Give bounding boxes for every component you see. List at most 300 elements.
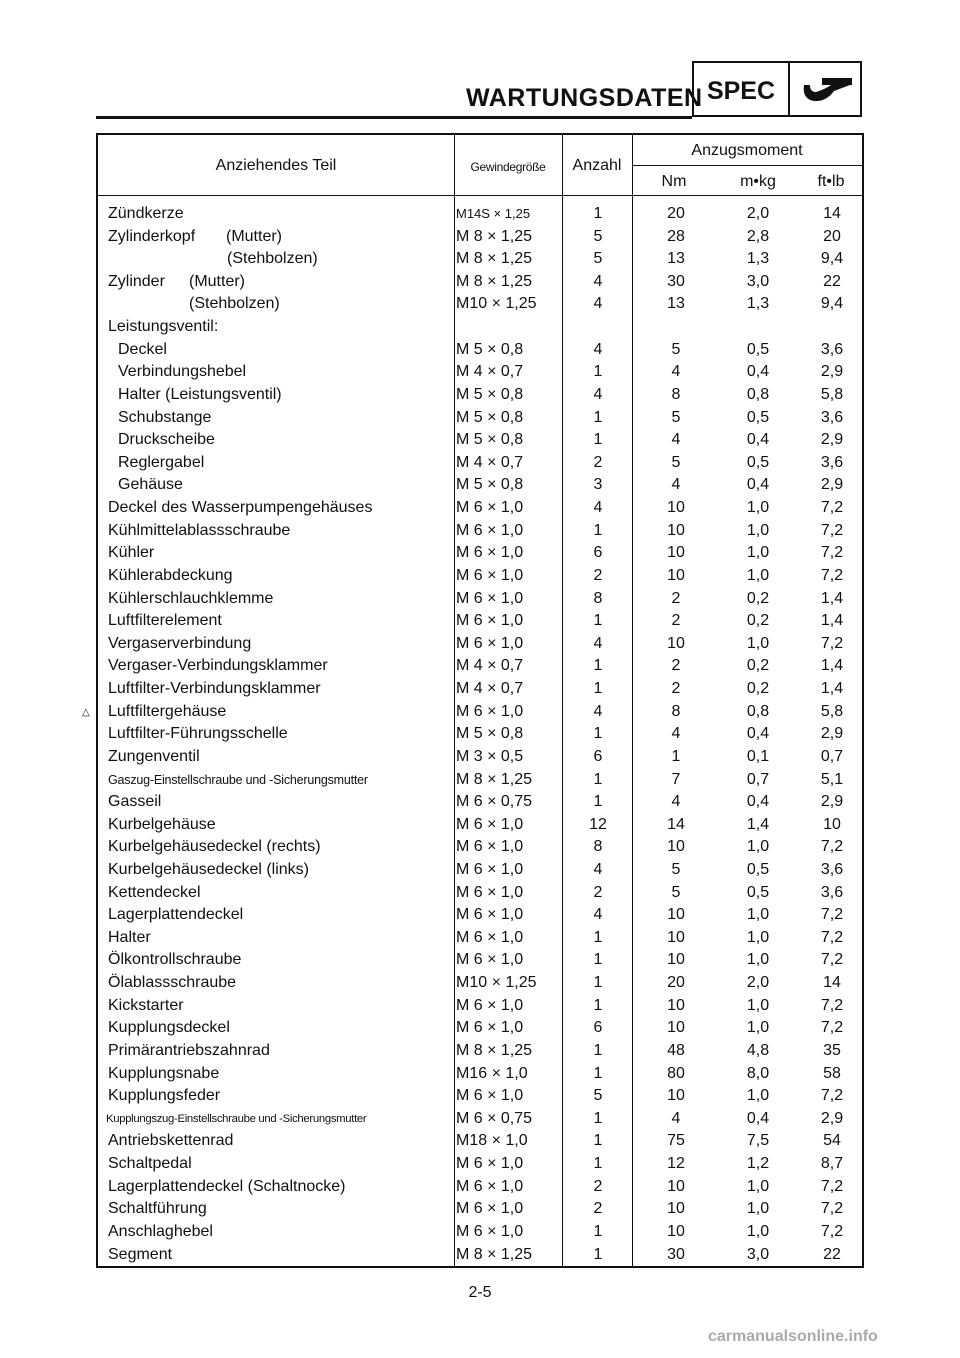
cell-mkg: 1,0 <box>746 996 770 1014</box>
cell-mkg: 1,0 <box>746 1019 770 1037</box>
cell-part: Kickstarter <box>108 996 184 1014</box>
cell-part: Verbindungshebel <box>118 363 247 381</box>
cell-qty: 1 <box>593 1222 603 1240</box>
cell-nm: 4 <box>671 793 681 811</box>
cell-ftlb: 7,2 <box>820 544 844 562</box>
cell-qty: 4 <box>593 499 603 517</box>
cell-nm: 1 <box>671 747 681 765</box>
table-row <box>98 271 862 294</box>
cell-thread: M 6 × 1,0 <box>456 1177 524 1195</box>
cell-ftlb: 7,2 <box>820 1087 844 1105</box>
cell-qty: 8 <box>593 589 603 607</box>
cell-qty: 2 <box>593 1177 603 1195</box>
cell-mkg: 1,4 <box>746 815 770 833</box>
table-row <box>98 384 862 407</box>
cell-thread: M 5 × 0,8 <box>456 725 524 743</box>
cell-qty: 1 <box>593 951 603 969</box>
cell-mkg: 0,5 <box>746 408 770 426</box>
cell-part: Gasseil <box>108 793 162 811</box>
cell-ftlb: 7,2 <box>820 521 844 539</box>
cell-part: Kühler <box>108 544 155 562</box>
table-row <box>98 972 862 995</box>
table-row <box>98 655 862 678</box>
table-row <box>98 701 862 724</box>
cell-qty: 6 <box>593 544 603 562</box>
cell-nm: 4 <box>671 1109 681 1127</box>
table-row <box>98 1108 862 1131</box>
cell-mkg: 0,1 <box>746 747 770 765</box>
page-title: WARTUNGSDATEN <box>466 84 703 112</box>
table-row <box>98 1017 862 1040</box>
cell-mkg: 3,0 <box>746 272 770 290</box>
header-mkg: m•kg <box>740 173 776 190</box>
table-row <box>98 610 862 633</box>
table-row <box>98 904 862 927</box>
cell-qty: 1 <box>593 1245 603 1263</box>
cell-thread: M 8 × 1,25 <box>456 250 533 268</box>
cell-part: Deckel des Wasserpumpengehäuses <box>108 499 373 517</box>
table-row <box>98 1198 862 1221</box>
change-marker: △ <box>82 707 90 718</box>
cell-thread: M 6 × 1,0 <box>456 702 524 720</box>
cell-thread: M 6 × 1,0 <box>456 1222 524 1240</box>
cell-thread: M 5 × 0,8 <box>456 408 524 426</box>
cell-thread: M16 × 1,0 <box>456 1064 528 1082</box>
cell-qty: 1 <box>593 996 603 1014</box>
cell-thread: M 6 × 1,0 <box>456 544 524 562</box>
header-part: Anziehendes Teil <box>215 157 337 174</box>
table-row <box>98 226 862 249</box>
table-row <box>98 1040 862 1063</box>
header-nm: Nm <box>661 173 687 190</box>
cell-nm: 4 <box>671 431 681 449</box>
cell-ftlb: 54 <box>823 1132 841 1150</box>
cell-part: Kupplungsdeckel <box>108 1019 230 1037</box>
cell-part: Kühlerabdeckung <box>108 566 233 584</box>
table-row <box>98 497 862 520</box>
cell-mkg: 4,8 <box>746 1041 770 1059</box>
cell-ftlb: 7,2 <box>820 838 844 856</box>
table-row <box>98 769 862 792</box>
cell-ftlb: 7,2 <box>820 951 844 969</box>
cell-thread: M 6 × 1,0 <box>456 1200 524 1218</box>
cell-part: Lagerplattendeckel (Schaltnocke) <box>108 1177 346 1195</box>
cell-thread: M 6 × 1,0 <box>456 521 524 539</box>
cell-ftlb: 7,2 <box>820 634 844 652</box>
cell-qty: 1 <box>593 928 603 946</box>
cell-nm: 30 <box>667 272 685 290</box>
cell-nm: 4 <box>671 725 681 743</box>
cell-ftlb: 22 <box>823 1245 841 1263</box>
cell-nm: 10 <box>667 928 685 946</box>
cell-thread: M14S × 1,25 <box>456 206 531 221</box>
cell-mkg: 0,4 <box>746 1109 770 1127</box>
cell-nm: 20 <box>667 974 685 992</box>
cell-qty: 8 <box>593 838 603 856</box>
cell-mkg: 1,0 <box>746 544 770 562</box>
cell-part: Zungenventil <box>108 747 200 765</box>
cell-nm: 13 <box>667 295 685 313</box>
table-row <box>98 361 862 384</box>
cell-part: Reglergabel <box>118 453 205 471</box>
cell-nm: 10 <box>667 906 685 924</box>
cell-part: Anschlaghebel <box>108 1222 213 1240</box>
cell-nm: 10 <box>667 1200 685 1218</box>
cell-thread: M 4 × 0,7 <box>456 453 524 471</box>
cell-qty: 2 <box>593 453 603 471</box>
cell-mkg: 2,0 <box>746 974 770 992</box>
cell-nm: 7 <box>671 770 681 788</box>
cell-mkg: 0,8 <box>746 702 770 720</box>
table-row <box>98 474 862 497</box>
cell-mkg: 1,0 <box>746 1200 770 1218</box>
table-row <box>98 882 862 905</box>
cell-thread: M 3 × 0,5 <box>456 747 524 765</box>
cell-part: Antriebskettenrad <box>108 1132 234 1150</box>
cell-nm: 10 <box>667 1019 685 1037</box>
cell-mkg: 1,0 <box>746 634 770 652</box>
cell-nm: 5 <box>671 860 681 878</box>
cell-ftlb: 14 <box>823 205 841 222</box>
cell-mkg: 0,5 <box>746 860 770 878</box>
table-row <box>98 814 862 837</box>
cell-nm: 80 <box>667 1064 685 1082</box>
cell-ftlb: 8,7 <box>820 1155 844 1173</box>
cell-mkg: 0,7 <box>746 770 770 788</box>
table-row <box>98 746 862 769</box>
cell-qty: 1 <box>593 1041 603 1059</box>
cell-mkg: 0,4 <box>746 476 770 494</box>
cell-part: Gehäuse <box>118 476 183 494</box>
table-row <box>98 836 862 859</box>
cell-mkg: 0,4 <box>746 725 770 743</box>
cell-thread: M10 × 1,25 <box>456 974 537 992</box>
header-thread: Gewindegröße <box>470 160 546 174</box>
cell-nm: 10 <box>667 521 685 539</box>
cell-thread: M 6 × 1,0 <box>456 883 524 901</box>
cell-ftlb: 7,2 <box>820 1222 844 1240</box>
cell-ftlb: 35 <box>823 1041 841 1059</box>
cell-qty: 4 <box>593 634 603 652</box>
cell-mkg: 0,4 <box>746 793 770 811</box>
cell-thread: M 4 × 0,7 <box>456 680 524 698</box>
cell-qty: 1 <box>593 363 603 381</box>
table-row <box>98 588 862 611</box>
table-row <box>98 1176 862 1199</box>
table-row <box>98 293 862 316</box>
cell-ftlb: 2,9 <box>820 476 844 494</box>
cell-thread: M 8 × 1,25 <box>456 272 533 290</box>
table-row <box>98 633 862 656</box>
cell-part: Kühlerschlauchklemme <box>108 589 274 607</box>
cell-nm: 48 <box>667 1041 685 1059</box>
cell-part: Luftfilterelement <box>108 612 222 630</box>
cell-part: Ölablassschraube <box>108 974 237 992</box>
cell-mkg: 0,2 <box>746 680 770 698</box>
cell-part: Ölkontrollschraube <box>108 951 242 969</box>
cell-qty: 1 <box>593 725 603 743</box>
cell-mkg: 1,3 <box>746 250 770 268</box>
cell-ftlb: 2,9 <box>820 1109 844 1127</box>
cell-nm: 12 <box>667 1155 685 1173</box>
cell-qty: 1 <box>593 431 603 449</box>
cell-ftlb: 7,2 <box>820 499 844 517</box>
cell-ftlb: 7,2 <box>820 566 844 584</box>
cell-nm: 14 <box>667 815 685 833</box>
cell-qty: 5 <box>593 227 603 245</box>
cell-thread: M 6 × 1,0 <box>456 906 524 924</box>
cell-nm: 2 <box>671 680 681 698</box>
cell-ftlb: 5,8 <box>820 702 844 720</box>
table-row <box>98 316 862 339</box>
cell-ftlb: 7,2 <box>820 1019 844 1037</box>
cell-qty: 6 <box>593 1019 603 1037</box>
cell-nm: 10 <box>667 544 685 562</box>
cell-ftlb: 2,9 <box>820 725 844 743</box>
table-row <box>98 949 862 972</box>
table-row <box>98 723 862 746</box>
cell-thread: M 6 × 0,75 <box>456 1109 533 1127</box>
cell-nm: 10 <box>667 1177 685 1195</box>
cell-thread: M 6 × 1,0 <box>456 499 524 517</box>
cell-thread: M 6 × 1,0 <box>456 1155 524 1173</box>
cell-thread: M 6 × 1,0 <box>456 1087 524 1105</box>
table-row <box>98 678 862 701</box>
cell-ftlb: 1,4 <box>820 657 844 675</box>
cell-ftlb: 5,1 <box>820 770 844 788</box>
cell-nm: 2 <box>671 589 681 607</box>
cell-qty: 4 <box>593 340 603 358</box>
cell-ftlb: 0,7 <box>820 747 844 765</box>
cell-thread: M 6 × 1,0 <box>456 634 524 652</box>
cell-part: Zylinder <box>108 272 165 290</box>
cell-ftlb: 3,6 <box>820 340 844 358</box>
cell-part: Zylinderkopf <box>108 227 196 245</box>
cell-qty: 5 <box>593 250 603 268</box>
cell-mkg: 1,0 <box>746 521 770 539</box>
cell-part: Kupplungszug-Einstellschraube und -Sicherungsmutter <box>106 1112 367 1125</box>
cell-thread: M 6 × 1,0 <box>456 589 524 607</box>
table-row <box>98 1244 862 1267</box>
header-ftlb: ft•lb <box>817 173 845 190</box>
cell-mkg: 0,4 <box>746 363 770 381</box>
cell-thread: M 6 × 1,0 <box>456 1019 524 1037</box>
table-row <box>98 452 862 475</box>
cell-part: Primärantriebszahnrad <box>108 1041 270 1059</box>
table-row <box>98 565 862 588</box>
spec-label: SPEC <box>694 63 790 115</box>
cell-ftlb: 9,4 <box>820 295 844 313</box>
cell-nm: 20 <box>667 205 685 222</box>
cell-part: Vergaser-Verbindungsklammer <box>108 657 328 675</box>
cell-ftlb: 14 <box>823 974 841 992</box>
header-torque: Anzugsmoment <box>691 142 803 159</box>
table-row <box>98 429 862 452</box>
cell-qty: 6 <box>593 747 603 765</box>
cell-part: Kurbelgehäuse <box>108 815 216 833</box>
cell-part-detail: (Mutter) <box>226 227 282 245</box>
cell-thread: M 4 × 0,7 <box>456 363 524 381</box>
cell-part: Kurbelgehäusedeckel (rechts) <box>108 838 321 856</box>
cell-qty: 2 <box>593 1200 603 1218</box>
page-number: 2-5 <box>468 1284 492 1301</box>
cell-mkg: 0,5 <box>746 883 770 901</box>
cell-mkg: 0,2 <box>746 589 770 607</box>
cell-part: Kurbelgehäusedeckel (links) <box>108 860 309 878</box>
cell-mkg: 0,2 <box>746 612 770 630</box>
cell-nm: 10 <box>667 996 685 1014</box>
cell-qty: 2 <box>593 883 603 901</box>
cell-mkg: 0,2 <box>746 657 770 675</box>
cell-nm: 8 <box>671 702 681 720</box>
cell-part: Gaszug-Einstellschraube und -Sicherungsmutter <box>108 772 368 787</box>
cell-thread: M 6 × 1,0 <box>456 928 524 946</box>
cell-thread: M 5 × 0,8 <box>456 340 524 358</box>
cell-qty: 1 <box>593 1109 603 1127</box>
cell-ftlb: 3,6 <box>820 408 844 426</box>
cell-ftlb: 5,8 <box>820 385 844 403</box>
table-row <box>98 407 862 430</box>
cell-mkg: 1,0 <box>746 1087 770 1105</box>
table-row <box>98 1085 862 1108</box>
cell-part: Segment <box>108 1245 173 1263</box>
cell-nm: 28 <box>667 227 685 245</box>
cell-ftlb: 1,4 <box>820 680 844 698</box>
cell-ftlb: 58 <box>823 1064 841 1082</box>
cell-thread: M 8 × 1,25 <box>456 1041 533 1059</box>
cell-qty: 4 <box>593 295 603 313</box>
cell-mkg: 7,5 <box>746 1132 770 1150</box>
cell-mkg: 1,0 <box>746 566 770 584</box>
cell-mkg: 1,0 <box>746 906 770 924</box>
cell-ftlb: 7,2 <box>820 906 844 924</box>
cell-thread: M 6 × 1,0 <box>456 612 524 630</box>
cell-qty: 1 <box>593 657 603 675</box>
cell-qty: 2 <box>593 566 603 584</box>
cell-nm: 2 <box>671 657 681 675</box>
cell-nm: 5 <box>671 453 681 471</box>
cell-mkg: 0,5 <box>746 453 770 471</box>
cell-thread: M 8 × 1,25 <box>456 770 533 788</box>
cell-mkg: 1,0 <box>746 928 770 946</box>
cell-ftlb: 7,2 <box>820 1200 844 1218</box>
cell-ftlb: 2,9 <box>820 431 844 449</box>
cell-mkg: 1,0 <box>746 1222 770 1240</box>
cell-mkg: 2,8 <box>746 227 770 245</box>
cell-nm: 10 <box>667 1222 685 1240</box>
cell-part: Leistungsventil: <box>108 318 219 336</box>
cell-qty: 4 <box>593 906 603 924</box>
cell-thread: M 6 × 1,0 <box>456 860 524 878</box>
cell-part: Kupplungsnabe <box>108 1064 220 1082</box>
cell-ftlb: 10 <box>823 815 841 833</box>
cell-thread: M 5 × 0,8 <box>456 431 524 449</box>
cell-thread: M 5 × 0,8 <box>456 385 524 403</box>
cell-part: Deckel <box>118 340 167 358</box>
cell-thread: M 4 × 0,7 <box>456 657 524 675</box>
cell-thread: M 5 × 0,8 <box>456 476 524 494</box>
cell-qty: 1 <box>593 205 603 222</box>
cell-ftlb: 7,2 <box>820 928 844 946</box>
cell-ftlb: 3,6 <box>820 453 844 471</box>
cell-qty: 5 <box>593 1087 603 1105</box>
cell-part: Kühlmittelablassschraube <box>108 521 291 539</box>
cell-mkg: 0,5 <box>746 340 770 358</box>
cell-qty: 3 <box>593 476 603 494</box>
table-row <box>98 995 862 1018</box>
table-row <box>98 520 862 543</box>
cell-thread: M 6 × 1,0 <box>456 566 524 584</box>
cell-mkg: 1,0 <box>746 951 770 969</box>
cell-qty: 1 <box>593 408 603 426</box>
cell-part: Zündkerze <box>108 205 184 222</box>
table-row <box>98 1063 862 1086</box>
cell-qty: 4 <box>593 385 603 403</box>
cell-qty: 1 <box>593 770 603 788</box>
table-row <box>98 542 862 565</box>
cell-ftlb: 9,4 <box>820 250 844 268</box>
cell-qty: 4 <box>593 702 603 720</box>
cell-nm: 10 <box>667 1087 685 1105</box>
cell-part-detail: (Stehbolzen) <box>189 295 280 313</box>
table-row <box>98 1130 862 1153</box>
cell-thread: M10 × 1,25 <box>456 295 537 313</box>
cell-nm: 10 <box>667 838 685 856</box>
cell-nm: 8 <box>671 385 681 403</box>
cell-ftlb: 22 <box>823 272 841 290</box>
cell-ftlb: 2,9 <box>820 793 844 811</box>
cell-part: Halter (Leistungsventil) <box>118 385 282 403</box>
cell-nm: 10 <box>667 566 685 584</box>
cell-nm: 5 <box>671 883 681 901</box>
cell-mkg: 8,0 <box>746 1064 770 1082</box>
table-row <box>98 1221 862 1244</box>
cell-mkg: 1,2 <box>746 1155 770 1173</box>
cell-thread: M18 × 1,0 <box>456 1132 528 1150</box>
cell-mkg: 1,3 <box>746 295 770 313</box>
cell-part: Schaltpedal <box>108 1155 192 1173</box>
table-row <box>98 339 862 362</box>
cell-qty: 12 <box>589 815 607 833</box>
cell-mkg: 3,0 <box>746 1245 770 1263</box>
cell-nm: 4 <box>671 363 681 381</box>
cell-part: Luftfilter-Verbindungsklammer <box>108 680 321 698</box>
cell-nm: 30 <box>667 1245 685 1263</box>
cell-ftlb: 20 <box>823 227 841 245</box>
cell-nm: 5 <box>671 340 681 358</box>
header-rule <box>98 195 862 196</box>
cell-ftlb: 3,6 <box>820 860 844 878</box>
cell-part-detail: (Mutter) <box>189 272 245 290</box>
cell-qty: 4 <box>593 860 603 878</box>
cell-ftlb: 3,6 <box>820 883 844 901</box>
cell-qty: 1 <box>593 1155 603 1173</box>
cell-part-detail: (Stehbolzen) <box>227 250 318 268</box>
cell-qty: 1 <box>593 974 603 992</box>
wrench-icon <box>800 75 854 107</box>
cell-nm: 10 <box>667 634 685 652</box>
cell-qty: 1 <box>593 612 603 630</box>
cell-part: Luftfiltergehäuse <box>108 702 227 720</box>
cell-nm: 10 <box>667 499 685 517</box>
cell-ftlb: 7,2 <box>820 996 844 1014</box>
cell-ftlb: 1,4 <box>820 589 844 607</box>
cell-part: Halter <box>108 928 151 946</box>
cell-qty: 1 <box>593 1132 603 1150</box>
cell-part: Schaltführung <box>108 1200 207 1218</box>
header-sub-rule <box>632 165 862 166</box>
cell-nm: 75 <box>667 1132 685 1150</box>
